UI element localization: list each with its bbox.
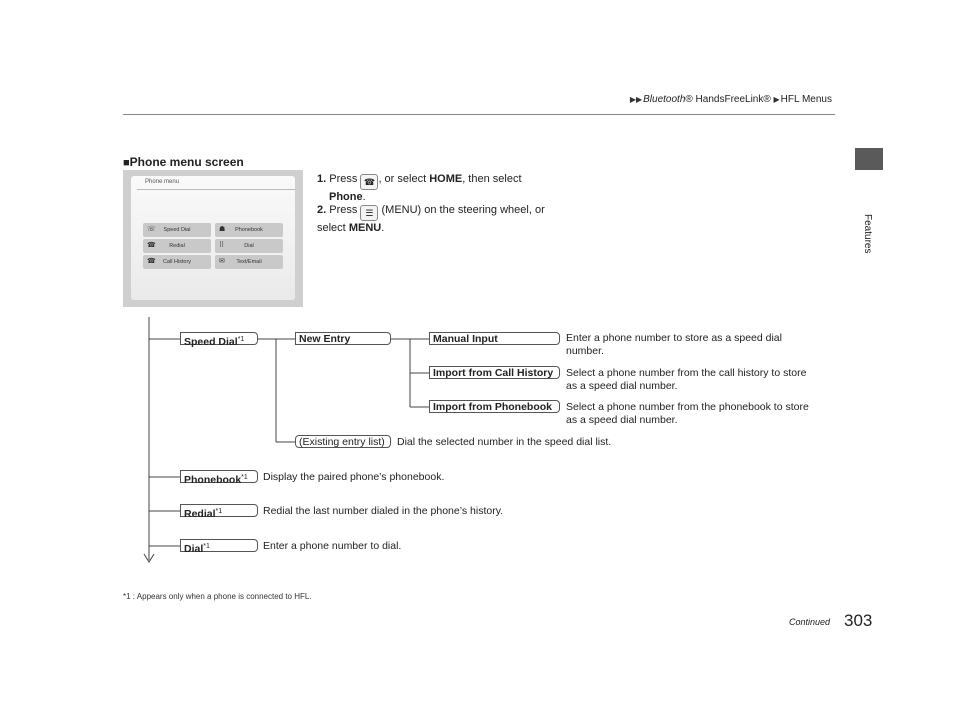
menu-button-icon: ☰ [360,205,378,221]
description-line: number. [566,345,604,357]
breadcrumb-arrow-icon: ▶▶ [629,95,643,104]
breadcrumb-handsfreelink: ® HandsFreeLink® [685,94,771,105]
import-call-history-description [566,367,806,393]
import-phonebook-label: Import from Phonebook [433,401,552,413]
dial-description: Enter a phone number to dial. [263,540,402,552]
speed-dial-icon: ☏ [147,226,156,233]
description-line: as a speed dial number. [566,414,678,426]
phonebook-description: Display the paired phone’s phonebook. [263,471,445,483]
existing-entry-label: (Existing entry list) [299,436,385,448]
step-menu-label: MENU [348,222,382,234]
continued-label: Continued [789,617,831,627]
new-entry-label: New Entry [299,333,351,345]
screen-button-label: Speed Dial [163,227,191,233]
screen-button-label: Phonebook [235,227,263,233]
phonebook-icon: ☗ [219,226,226,233]
existing-entry-description: Dial the selected number in the speed dial list. [397,436,612,448]
manual-input-description [566,332,782,358]
speed-dial-label: Speed Dial [184,336,238,348]
step-home-label: HOME [429,173,463,185]
screen-button-label: Redial [169,243,185,249]
step-text: Press [329,204,358,216]
footnote-mark: *1 [203,543,210,550]
footnote-mark: *1 [215,508,223,515]
speed-dial-box [180,332,258,348]
screen-button-label: Dial [244,243,254,249]
description-line: Enter a phone number to store as a speed dial [566,332,782,344]
step-number: 2. [317,204,327,216]
existing-entry-box [295,435,391,448]
dial-label: Dial [184,543,204,555]
redial-label: Redial [184,508,216,520]
call-history-icon: ☎ [147,258,156,265]
manual-input-label: Manual Input [433,333,498,345]
redial-box [180,504,258,520]
screen-title-text: Phone menu [145,179,180,185]
import-phonebook-box [429,400,560,413]
redial-icon: ☎ [147,242,156,249]
import-call-history-label: Import from Call History [433,367,554,379]
section-square-icon: ■ [123,157,130,169]
side-tab-label: Features [862,214,873,254]
page-number: 303 [844,611,873,630]
import-phonebook-description [566,401,809,427]
breadcrumb-bluetooth: Bluetooth [643,94,686,105]
step-phone-label: Phone [329,191,363,203]
envelope-icon: ✉ [219,258,225,265]
manual-input-box [429,332,560,345]
step-text: . [381,222,385,234]
redial-description: Redial the last number dialed in the phone’s history. [263,505,504,517]
step-text: , or select [378,173,427,185]
breadcrumb-arrow-icon: ▶ [773,95,780,104]
step-text: , then select [462,173,522,185]
dial-box [180,539,258,555]
breadcrumb-hfl-menus: HFL Menus [780,94,832,105]
step-text: (MENU) on the steering wheel, or select [317,204,545,234]
step-text: . [362,191,366,203]
description-line: Select a phone number from the phonebook to store [566,401,809,413]
phonebook-label: Phonebook [184,474,242,486]
footnote-mark: *1 [241,474,248,481]
new-entry-box [295,332,391,345]
footnote-mark: *1 [237,336,245,343]
phone-button-icon: ☎ [360,174,378,190]
step-text: Press [329,173,358,185]
footnote: *1 : Appears only when a phone is connected to HFL. [123,592,312,601]
screen-button-label: Text/Email [236,259,262,265]
keypad-icon: ⠿ [219,242,225,249]
description-line: Select a phone number from the call history to store [566,367,807,379]
phonebook-box [180,470,258,486]
section-title-text: Phone menu screen [129,155,244,169]
screen-button-label: Call History [162,259,192,265]
step-number: 1. [317,173,327,185]
description-line: as a speed dial number. [566,380,678,392]
import-call-history-box [429,366,560,379]
